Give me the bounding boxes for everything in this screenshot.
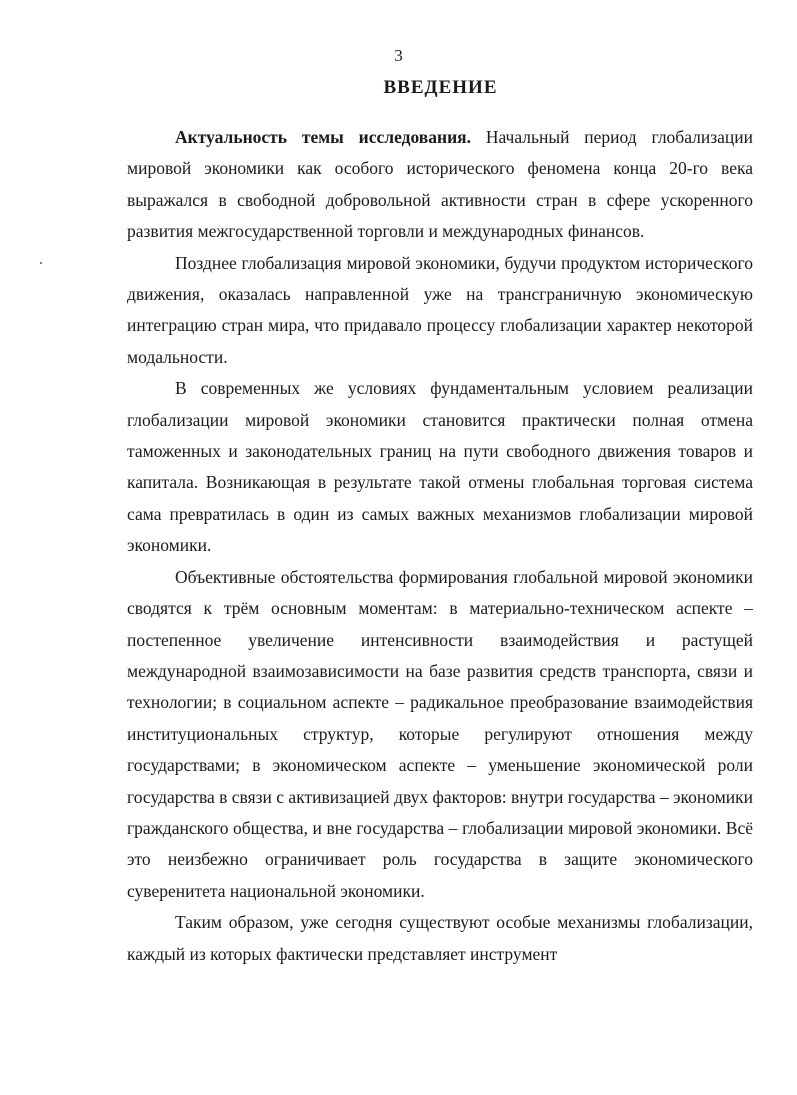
section-heading: ВВЕДЕНИЕ [383,77,498,98]
paragraph-text: Таким образом, уже сегодня существуют особые механизмы глобализации, каждый из которых фактически представляет инструмент [127,912,753,964]
relevance-lead: Актуальность темы исследования. [175,127,471,147]
paragraph-later-globalization [127,248,753,374]
scan-speck [40,262,42,264]
paragraph-text: Объективные обстоятельства формирования глобальной мировой экономики сводятся к трём основным моментам: в материально-техническом аспекте – постепенное увеличение интенсивности взаимодействия и растущей международной взаимозависимости на базе развития средств транспорта, связи и технологии; в социальном аспекте – радикальное преобразование взаимодействия институциональных структур, которые регулируют отношения между государствами; в экономическом аспекте – уменьшение экономической роли государства в связи с активизацией двух факторов: внутри государства – экономики гражданского общества, и вне государства – глобализации мировой экономики. Всё это неизбежно ограничивает роль государства в защите экономического суверенитета национальной экономики. [127,566,753,901]
paragraph-text: Позднее глобализация мировой экономики, будучи продуктом исторического движения, оказалась направленной уже на трансграничную экономическую интеграцию стран мира, что придавало процессу глобализации характер некоторой модальности. [127,252,753,367]
page-number: 3 [394,46,403,65]
paragraph-modern-conditions [127,373,753,561]
paragraph-relevance [127,122,753,248]
paragraph-objective-circumstances [127,562,753,907]
paragraph-text: В современных же условиях фундаментальным условием реализации глобализации мировой экономики становится практически полная отмена таможенных и законодательных границ на пути свободного движения товаров и капитала. Возникающая в результате такой отмены глобальная торговая система сама превратилась в один из самых важных механизмов глобализации мировой экономики. [127,378,753,556]
heading-container [0,76,797,100]
body-text [127,122,753,970]
paragraph-mechanisms [127,907,753,970]
paragraph-text: Начальный период глобализации мировой экономики как особого исторического феномена конца 20-го века выражался в свободной добровольной активности стран в сфере ускоренного развития межгосударственной торговли и международных финансов. [127,127,754,242]
